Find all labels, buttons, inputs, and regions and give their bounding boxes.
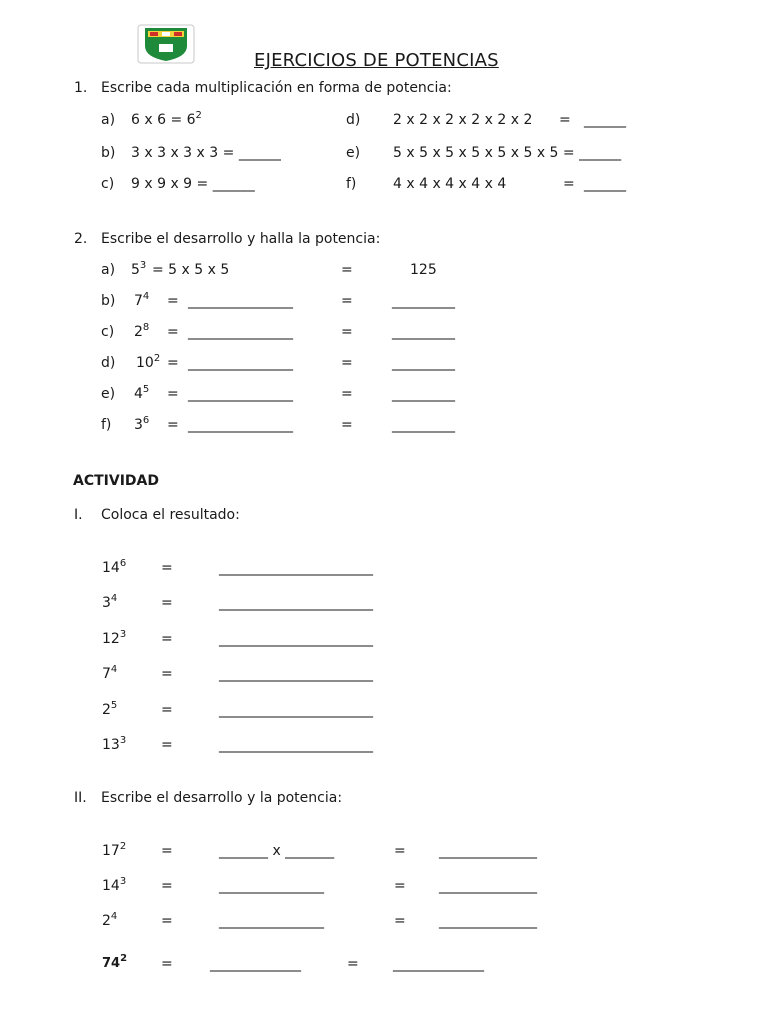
part1-row-power: $7^4$ <box>102 664 118 682</box>
part2-row-dev-blank: _____________ <box>210 956 301 972</box>
q2-row-label: e) <box>101 386 116 402</box>
q2-row-eq: = <box>167 386 179 402</box>
part1-row-blank: ______________________ <box>219 560 373 576</box>
q2-row-dev-blank: _______________ <box>188 417 293 433</box>
part1-row-eq: = <box>161 595 173 611</box>
part1-row-eq: = <box>161 666 173 682</box>
part1-row-power: $3^4$ <box>102 593 118 611</box>
part1-row-power: $14^6$ <box>102 558 127 576</box>
part1-row-blank: ______________________ <box>219 666 373 682</box>
q1-f-blank: ______ <box>584 176 626 192</box>
q2-row-result-blank: _________ <box>392 293 455 309</box>
part2-row-eq: = <box>394 913 406 929</box>
q2-row-dev-blank: _______________ <box>188 355 293 371</box>
part2-row-eq: = <box>394 843 406 859</box>
part1-row-eq: = <box>161 560 173 576</box>
part1-row-power: $13^3$ <box>102 735 127 753</box>
q1-d-blank: ______ <box>584 112 626 128</box>
q2-row-dev-blank: _______________ <box>188 324 293 340</box>
q1-c-text: 9 x 9 x 9 = ______ <box>131 176 255 192</box>
q2-row-power: $4^5$ <box>134 384 150 402</box>
q2-row-eq: = <box>341 293 353 309</box>
q2-row-result-blank: _________ <box>392 417 455 433</box>
q1-a-label: a) <box>101 112 116 128</box>
part2-row-eq: = <box>161 956 173 972</box>
part2-row-eq: = <box>161 913 173 929</box>
q1-title: Escribe cada multiplicación en forma de potencia: <box>101 80 452 96</box>
part1-row-eq: = <box>161 702 173 718</box>
q2-row-label: b) <box>101 293 116 309</box>
q1-b-label: b) <box>101 145 116 161</box>
part1-number: I. <box>74 507 83 523</box>
part1-row-power: $12^3$ <box>102 629 127 647</box>
q1-d-eq: = <box>559 112 571 128</box>
q2-row-eq: = <box>167 324 179 340</box>
q2-row-power: $7^4$ <box>134 291 150 309</box>
q2-row-power: $3^6$ <box>134 415 150 433</box>
part2-row-eq: = <box>161 843 173 859</box>
part2-row-power: $2^4$ <box>102 911 118 929</box>
q2-row-label: a) <box>101 262 116 278</box>
q2-row-development: = 5 x 5 x 5 <box>152 262 230 278</box>
q1-a-text: 6 x $6 = 6^2$ <box>131 110 202 128</box>
part1-row-eq: = <box>161 631 173 647</box>
page-title: EJERCICIOS DE POTENCIAS <box>254 50 499 71</box>
activity-heading: ACTIVIDAD <box>73 473 159 489</box>
part2-row-result-blank: _____________ <box>393 956 484 972</box>
q2-row-eq: = <box>341 417 353 433</box>
q2-row-result: 125 <box>410 262 437 278</box>
q2-row-eq: = <box>341 386 353 402</box>
q2-row-result-blank: _________ <box>392 355 455 371</box>
part2-title: Escribe el desarrollo y la potencia: <box>101 790 343 806</box>
part2-row-dev-blank: _______________ <box>219 913 324 929</box>
q2-row-eq: = <box>341 355 353 371</box>
part1-row-blank: ______________________ <box>219 702 373 718</box>
q2-row-label: f) <box>101 417 112 433</box>
part2-row-dev-blank: _______ x _______ <box>219 843 335 859</box>
q1-f-eq: = <box>563 176 575 192</box>
part1-row-blank: ______________________ <box>219 631 373 647</box>
q2-row-dev-blank: _______________ <box>188 386 293 402</box>
part2-row-result-blank: ______________ <box>439 843 537 859</box>
q2-title: Escribe el desarrollo y halla la potencia: <box>101 231 381 247</box>
q1-e-label: e) <box>346 145 361 161</box>
q1-c-label: c) <box>101 176 115 192</box>
q2-row-power: $10^2$ <box>136 353 161 371</box>
q2-row-power: $2^8$ <box>134 322 150 340</box>
q2-row-eq: = <box>167 355 179 371</box>
q2-number: 2. <box>74 231 88 247</box>
part1-title: Coloca el resultado: <box>101 507 240 523</box>
q1-number: 1. <box>74 80 88 96</box>
part2-row-eq: = <box>347 956 359 972</box>
q2-row-label: d) <box>101 355 116 371</box>
part2-row-dev-blank: _______________ <box>219 878 324 894</box>
q2-row-eq: = <box>341 262 353 278</box>
part2-row-power: $17^2$ <box>102 841 127 859</box>
part1-row-eq: = <box>161 737 173 753</box>
q2-row-result-blank: _________ <box>392 324 455 340</box>
part2-number: II. <box>74 790 87 806</box>
part2-row-result-blank: ______________ <box>439 913 537 929</box>
q1-b-text: 3 x 3 x 3 x 3 = ______ <box>131 145 281 161</box>
part1-row-power: $2^5$ <box>102 700 118 718</box>
part2-row-result-blank: ______________ <box>439 878 537 894</box>
part2-row-power: $74^2$ <box>102 953 128 971</box>
q1-d-text: 2 x 2 x 2 x 2 x 2 x 2 <box>393 112 533 128</box>
q1-e-text: 5 x 5 x 5 x 5 x 5 x 5 x 5 = ______ <box>393 145 622 161</box>
q2-row-eq: = <box>167 417 179 433</box>
q1-f-label: f) <box>346 176 357 192</box>
part2-row-eq: = <box>394 878 406 894</box>
part2-row-eq: = <box>161 878 173 894</box>
q2-row-result-blank: _________ <box>392 386 455 402</box>
q2-row-eq: = <box>341 324 353 340</box>
part2-row-power: $14^3$ <box>102 876 127 894</box>
school-crest-logo <box>137 24 195 64</box>
q1-f-text: 4 x 4 x 4 x 4 x 4 <box>393 176 507 192</box>
q2-row-power: $5^3$ <box>131 260 147 278</box>
q2-row-eq: = <box>167 293 179 309</box>
part1-row-blank: ______________________ <box>219 737 373 753</box>
q2-row-dev-blank: _______________ <box>188 293 293 309</box>
q2-row-label: c) <box>101 324 115 340</box>
part1-row-blank: ______________________ <box>219 595 373 611</box>
q1-d-label: d) <box>346 112 361 128</box>
